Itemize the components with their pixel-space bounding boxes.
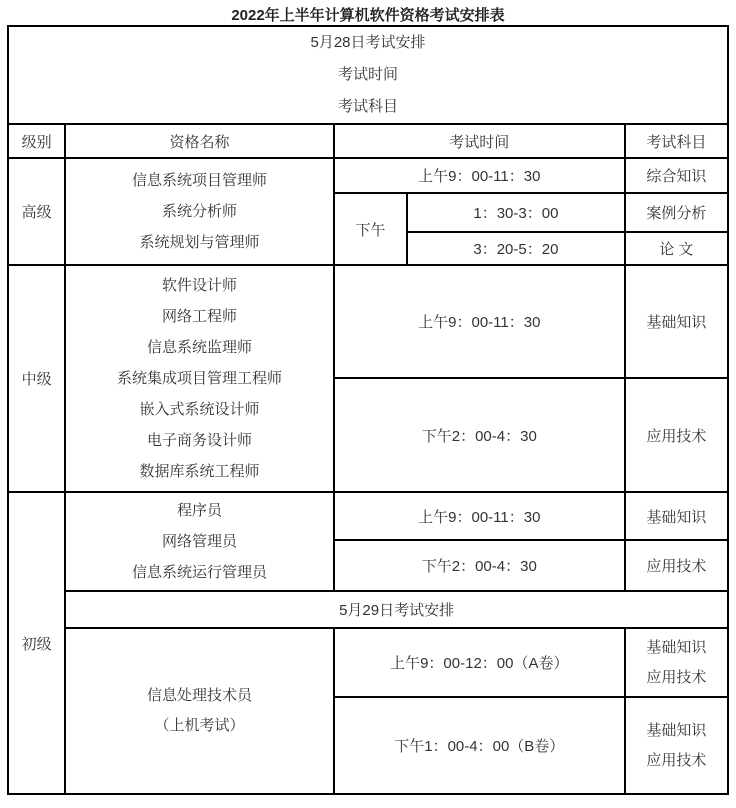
intermediate-name-3: 信息系统监理师: [147, 339, 253, 356]
junior-name-1: 程序员: [177, 502, 223, 519]
pre-header-subject-label: 考试科目: [337, 98, 398, 115]
intermediate-name-7: 数据库系统工程师: [139, 463, 260, 480]
senior-afternoon-subject-1: 案例分析: [625, 193, 728, 232]
senior-name-1: 信息系统项目管理师: [132, 172, 268, 189]
header-exam-subject: 考试科目: [625, 124, 728, 158]
info-tech-session-a-subject-1: 基础知识: [646, 638, 707, 656]
senior-name-2: 系统分析师: [162, 203, 238, 220]
intermediate-afternoon-subject: 应用技术: [625, 378, 728, 492]
header-qualification-name: 资格名称: [65, 124, 334, 158]
date-header-may29-cell: 5月29日考试安排: [65, 591, 728, 628]
intermediate-morning-time: 上午9：00-11：30: [334, 265, 625, 378]
info-tech-session-b-subject-2: 应用技术: [646, 751, 707, 769]
intermediate-afternoon-time: 下午2：00-4：30: [334, 378, 625, 492]
senior-morning-subject: 综合知识: [625, 158, 728, 193]
header-exam-time: 考试时间: [334, 124, 625, 158]
junior-names-cell: [65, 492, 334, 591]
info-tech-session-b-subject-1: 基础知识: [646, 721, 707, 739]
info-tech-session-b-subjects: [625, 697, 728, 794]
info-tech-name: 信息处理技术员: [147, 687, 253, 704]
junior-name-2: 网络管理员: [162, 533, 238, 550]
exam-schedule-table: [7, 25, 729, 795]
senior-afternoon-subject-2: 论 文: [625, 232, 728, 265]
header-level: 级别: [8, 124, 65, 158]
senior-name-3: 系统规划与管理师: [139, 234, 260, 251]
pre-header-time-label: 考试时间: [337, 66, 398, 83]
senior-afternoon-time-2: 3：20-5：20: [407, 232, 625, 265]
date-header-may28-cell: [8, 26, 728, 124]
info-tech-exam-mode: （上机考试）: [154, 717, 245, 734]
intermediate-names-cell: [65, 265, 334, 492]
intermediate-name-4: 系统集成项目管理工程师: [117, 370, 283, 387]
info-tech-name-cell: [65, 628, 334, 794]
date-may28-label: 5月28日考试安排: [310, 34, 426, 51]
intermediate-level-cell: 中级: [8, 265, 65, 492]
info-tech-session-a-subjects: [625, 628, 728, 697]
junior-afternoon-time: 下午2：00-4：30: [334, 540, 625, 591]
intermediate-name-2: 网络工程师: [162, 308, 238, 325]
intermediate-name-5: 嵌入式系统设计师: [139, 401, 260, 418]
junior-morning-time: 上午9：00-11：30: [334, 492, 625, 540]
intermediate-name-1: 软件设计师: [162, 277, 238, 294]
senior-afternoon-label: 下午: [334, 193, 407, 265]
senior-morning-time: 上午9：00-11：30: [334, 158, 625, 193]
page-title: 2022年上半年计算机软件资格考试安排表: [231, 7, 505, 24]
junior-name-3: 信息系统运行管理员: [132, 564, 268, 581]
info-tech-session-b-time: 下午1：00-4：00（B卷）: [334, 697, 625, 794]
info-tech-session-a-subject-2: 应用技术: [646, 668, 707, 686]
intermediate-name-6: 电子商务设计师: [147, 432, 253, 449]
senior-afternoon-time-1: 1：30-3：00: [407, 193, 625, 232]
junior-level-cell: 初级: [8, 492, 65, 794]
senior-level-cell: 高级: [8, 158, 65, 265]
intermediate-morning-subject: 基础知识: [625, 265, 728, 378]
senior-names-cell: [65, 158, 334, 265]
junior-afternoon-subject: 应用技术: [625, 540, 728, 591]
info-tech-session-a-time: 上午9：00-12：00（A卷）: [334, 628, 625, 697]
junior-morning-subject: 基础知识: [625, 492, 728, 540]
